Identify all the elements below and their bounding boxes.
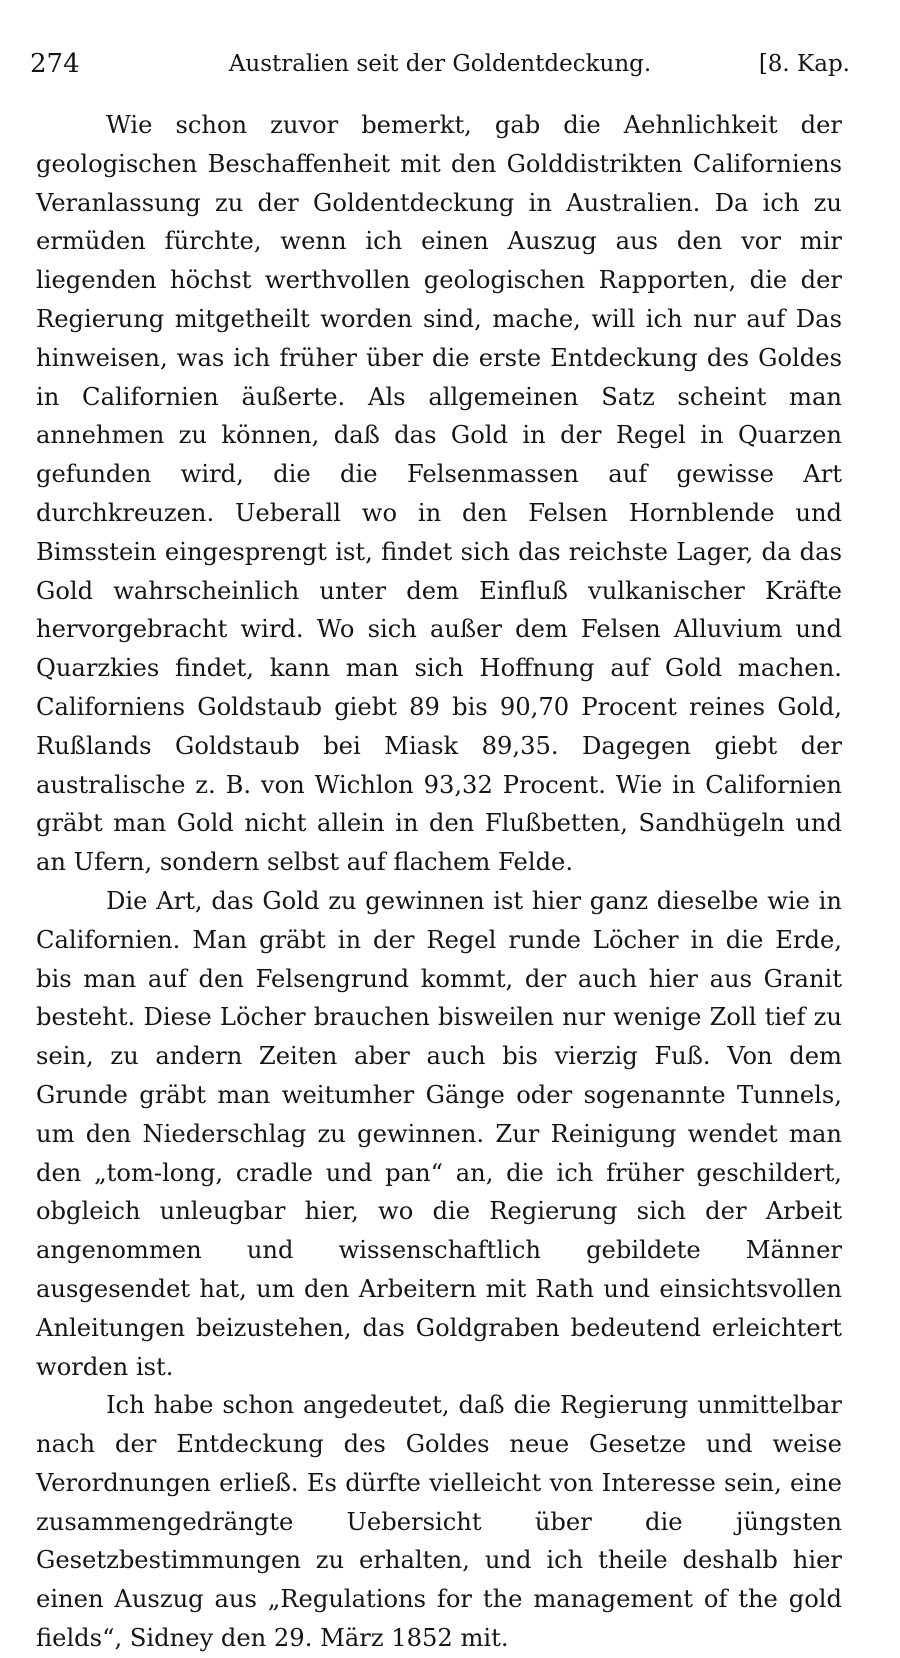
paragraph-mining-method: Die Art, das Gold zu gewinnen ist hier ganz dieselbe wie in Californien. Man gräbt in der Regel runde Löcher in die Erde, bis man auf den Felsengrund kommt, der auch hier aus Granit besteht. Diese Löcher brauchen bisweilen nur wenige Zoll tief zu sein, zu andern Zeiten aber auch bis vierzig Fuß. Von dem Grunde gräbt man weitumher Gänge oder sogenannte Tunnels, um den Niederschlag zu gewinnen. Zur Reinigung wendet man den „tom-long, cradle und pan“ an, die ich früher geschildert, obgleich unleugbar hier, wo die Regierung sich der Arbeit angenommen und wissenschaftlich gebildete Männer ausgesendet hat, um den Arbeitern mit Rath und einsichtsvollen Anleitungen beizustehen, das Goldgraben bedeutend erleichtert worden ist. — [36, 886, 842, 1381]
paragraph-geology: Wie schon zuvor bemerkt, gab die Aehnlichkeit der geologischen Beschaffenheit mit den Golddistrikten Californiens Veranlassung zu der Goldentdeckung in Australien. Da ich zu ermüden fürchte, wenn ich einen Auszug aus den vor mir liegenden höchst werthvollen geologischen Rapporten, die der Regierung mitgetheilt worden sind, mache, will ich nur auf Das hinweisen, was ich früher über die erste Entdeckung des Goldes in Californien äußerte. Als allgemeinen Satz scheint man annehmen zu können, daß das Gold in der Regel in Quarzen gefunden wird, die die Felsenmassen auf gewisse Art durchkreuzen. Ueberall wo in den Felsen Hornblende und Bimsstein eingesprengt ist, findet sich das reichste Lager, da das Gold wahrscheinlich unter dem Einfluß vulkanischer Kräfte hervorgebracht wird. Wo sich außer dem Felsen Alluvium und Quarzkies findet, kann man sich Hoffnung auf Gold machen. Californiens Goldstaub giebt 89 bis 90,70 Procent reines Gold, Rußlands Goldstaub bei Miask 89,35. Dagegen giebt der australische z. B. von Wichlon 93,32 Procent. Wie in Californien gräbt man Gold nicht allein in den Flußbetten, Sandhügeln und an Ufern, sondern selbst auf flachem Felde. — [36, 111, 842, 877]
page-number: 274 — [30, 49, 80, 79]
chapter-reference: [8. Kap. — [758, 51, 850, 77]
body-text — [36, 106, 842, 1658]
running-title: Australien seit der Goldentdeckung. — [228, 51, 652, 77]
paragraph-regulations: Ich habe schon angedeutet, daß die Regierung unmittelbar nach der Entdeckung des Goldes neue Gesetze und weise Verordnungen erließ. Es dürfte vielleicht von Interesse sein, eine zusammengedrängte Uebersicht über die jüngsten Gesetzbestimmungen zu erhalten, und ich theile deshalb hier einen Auszug aus „Regulations for the management of the gold fields“, Sidney den 29. März 1852 mit. — [36, 1391, 842, 1653]
running-head — [30, 44, 850, 84]
